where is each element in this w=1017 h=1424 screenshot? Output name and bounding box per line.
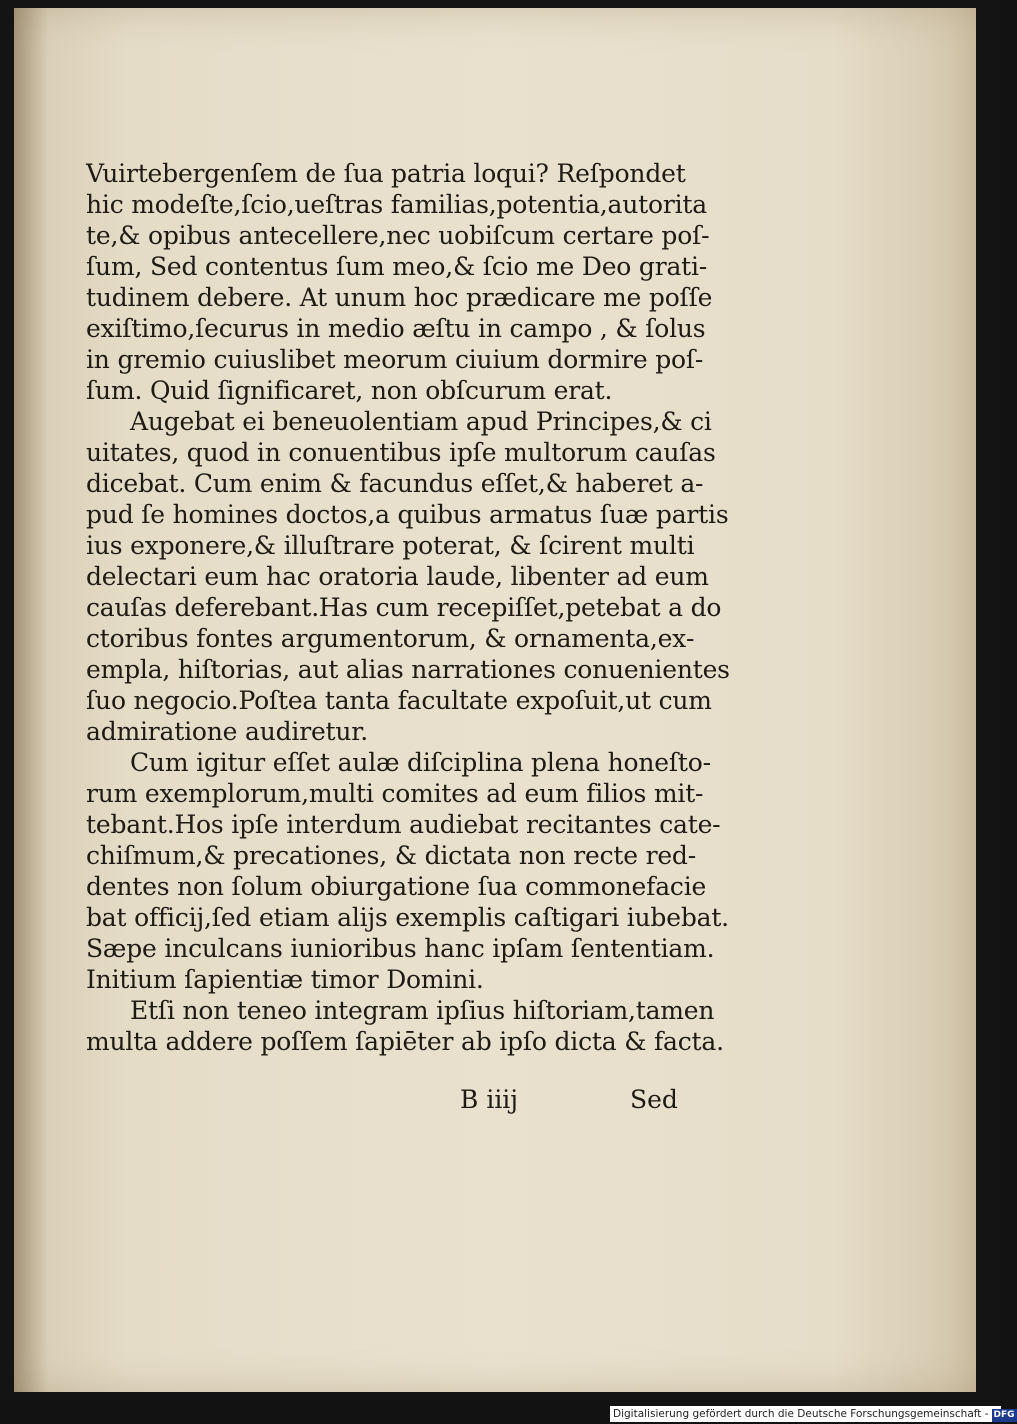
text-line: dicebat. Cum enim & facundus eſſet,& haberet a‑	[86, 469, 704, 498]
text-line: exiſtimo,ſecurus in medio æſtu in campo , & ſolus	[86, 314, 706, 343]
text-line: uitates, quod in conuentibus ipſe multorum cauſas	[86, 438, 716, 467]
text-line: ſuo negocio.Poſtea tanta facultate expoſuit,ut cum	[86, 686, 712, 715]
text-line: Vuirtebergenſem de ſua patria loqui? Reſpondet	[86, 159, 686, 188]
text-line: cauſas deferebant.Has cum recepiſſet,petebat a do	[86, 593, 722, 622]
text-line: Etſi non teneo integram ipſius hiſtoriam,tamen	[130, 996, 715, 1025]
signature-mark: B iiij	[460, 1085, 519, 1114]
text-line: ſum, Sed contentus ſum meo,& ſcio me Deo grati‑	[86, 252, 708, 281]
text-line: ctoribus fontes argumentorum, & ornamenta,ex‑	[86, 624, 695, 653]
text-line: hic modeſte,ſcio,ueſtras familias,potentia,autorita	[86, 190, 707, 219]
page-footer	[456, 1085, 696, 1117]
digitization-credit	[610, 1406, 1015, 1422]
text-line: multa addere poſſem ſapiēter ab ipſo dicta & facta.	[86, 1027, 724, 1056]
text-line: empla, hiſtorias, aut alias narrationes conuenientes	[86, 655, 730, 684]
text-line: tebant.Hos ipſe interdum audiebat recitantes cate‑	[86, 810, 721, 839]
text-line: Cum igitur eſſet aulæ diſciplina plena honeſto‑	[130, 748, 711, 777]
text-line: te,& opibus antecellere,nec uobiſcum certare poſ‑	[86, 221, 710, 250]
text-line: admiratione audiretur.	[86, 717, 369, 746]
credit-text: Digitalisierung gefördert durch die Deutsche Forschungsgemeinschaft -	[613, 1408, 989, 1420]
catchword: Sed	[630, 1085, 678, 1114]
dfg-logo: DFG	[993, 1410, 1015, 1420]
text-line: Sæpe inculcans iunioribus hanc ipſam ſententiam.	[86, 934, 715, 963]
body-text	[86, 158, 730, 1057]
text-line: ſum. Quid ſignificaret, non obſcurum erat.	[86, 376, 613, 405]
text-line: tudinem debere. At unum hoc prædicare me poſſe	[86, 283, 713, 312]
book-page	[14, 8, 976, 1392]
text-line: bat officij,ſed etiam alijs exemplis caſtigari iubebat.	[86, 903, 729, 932]
text-line: pud ſe homines doctos,a quibus armatus ſuæ partis	[86, 500, 729, 529]
text-line: delectari eum hac oratoria laude, libenter ad eum	[86, 562, 709, 591]
text-line: Augebat ei beneuolentiam apud Principes,& ci	[130, 407, 712, 436]
text-line: ius exponere,& illuſtrare poterat, & ſcirent multi	[86, 531, 695, 560]
text-line: dentes non ſolum obiurgatione ſua commonefacie	[86, 872, 707, 901]
text-line: in gremio cuiuslibet meorum ciuium dormire poſ‑	[86, 345, 704, 374]
text-line: rum exemplorum,multi comites ad eum filios mit‑	[86, 779, 704, 808]
text-line: chiſmum,& precationes, & dictata non recte red‑	[86, 841, 696, 870]
text-line: Initium ſapientiæ timor Domini.	[86, 965, 484, 994]
